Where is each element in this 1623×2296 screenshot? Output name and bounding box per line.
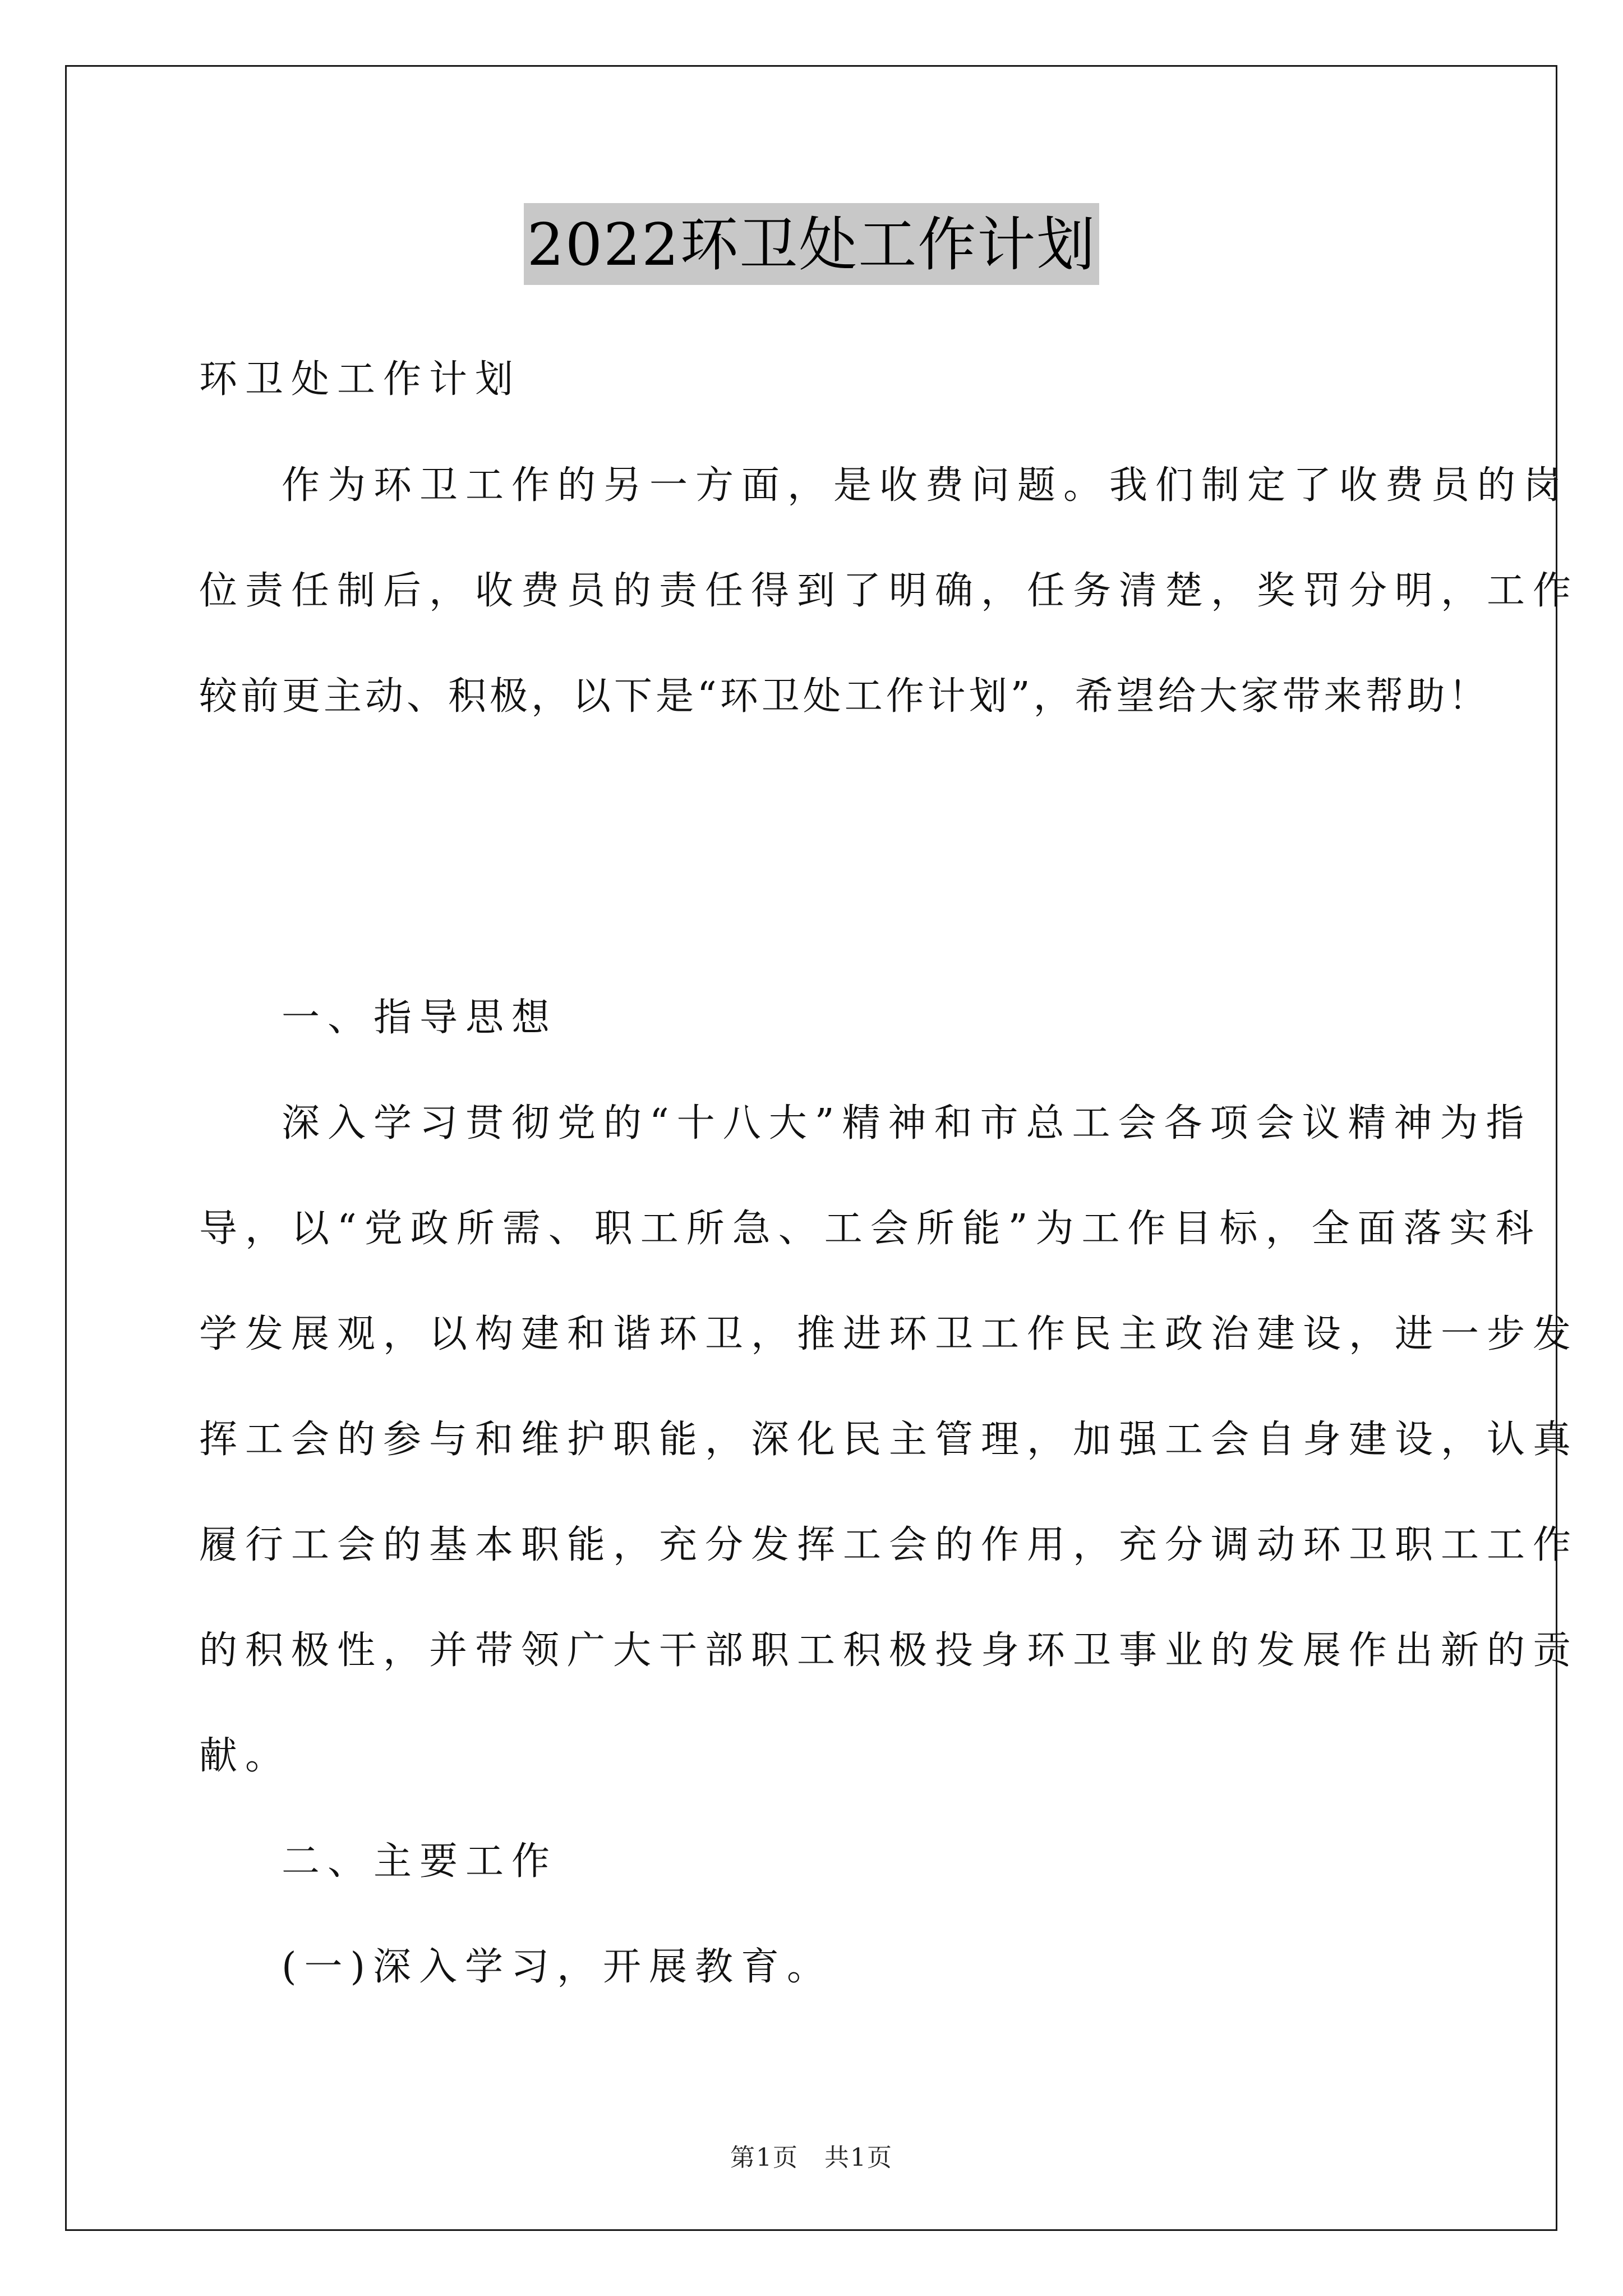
document-title: 2022环卫处工作计划 [524, 203, 1100, 285]
intro-line-2: 位责任制后，收费员的责任得到了明确，任务清楚，奖罚分明，工作 [199, 569, 1579, 613]
section1-line-1: 深入学习贯彻党的“十八大”精神和市总工会各项会议精神为指 [282, 1101, 1532, 1145]
intro-line-3: 较前更主动、积极，以下是“环卫处工作计划”，希望给大家带来帮助！ [199, 674, 1490, 719]
section1-line-7: 献。 [199, 1734, 292, 1778]
section1-line-6: 的积极性，并带领广大干部职工积极投身环卫事业的发展作出新的贡 [199, 1628, 1579, 1673]
section1-line-2: 导，以“党政所需、职工所急、工会所能”为工作目标，全面落实科 [199, 1207, 1542, 1251]
section2-item-1: (一)深入学习，开展教育。 [282, 1945, 833, 1989]
document-subtitle: 环卫处工作计划 [199, 357, 522, 402]
section1-line-3: 学发展观，以构建和谐环卫，推进环卫工作民主政治建设，进一步发 [199, 1312, 1579, 1356]
title-container [0, 203, 1623, 285]
section2-heading: 二、主要工作 [282, 1839, 558, 1884]
section1-line-5: 履行工会的基本职能，充分发挥工会的作用，充分调动环卫职工工作 [199, 1523, 1579, 1567]
intro-line-1: 作为环卫工作的另一方面，是收费问题。我们制定了收费员的岗 [282, 463, 1570, 508]
section1-heading: 一、指导思想 [282, 996, 558, 1040]
section1-line-4: 挥工会的参与和维护职能，深化民主管理，加强工会自身建设，认真 [199, 1418, 1579, 1462]
page-number-footer: 第1页 共1页 [730, 2143, 893, 2172]
